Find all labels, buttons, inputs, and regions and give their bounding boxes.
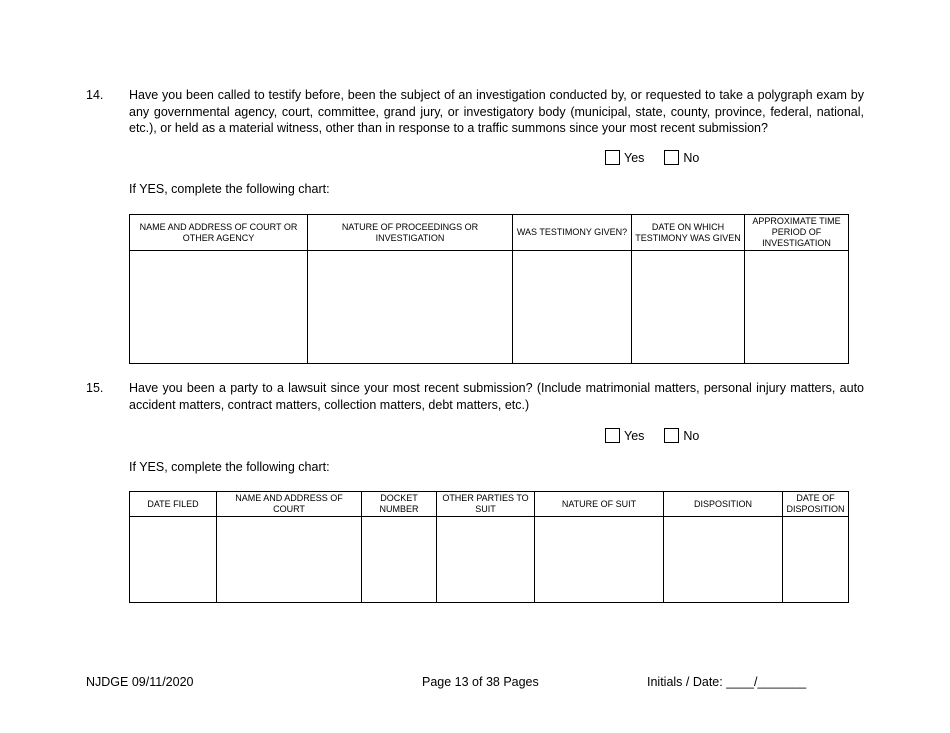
yes-option[interactable] xyxy=(605,428,644,443)
yes-checkbox[interactable] xyxy=(605,428,620,443)
no-checkbox[interactable] xyxy=(664,428,679,443)
no-option[interactable] xyxy=(664,150,699,165)
question-14-if-yes: If YES, complete the following chart: xyxy=(129,182,330,196)
question-15-if-yes: If YES, complete the following chart: xyxy=(129,460,330,474)
table-cell[interactable] xyxy=(130,517,217,603)
page-number: Page 13 of 38 Pages xyxy=(422,675,539,689)
table-cell[interactable] xyxy=(535,517,664,603)
yes-checkbox[interactable] xyxy=(605,150,620,165)
yes-label: Yes xyxy=(624,150,645,165)
table-cell[interactable] xyxy=(783,517,849,603)
no-label: No xyxy=(683,428,700,443)
column-header: NAME AND ADDRESS OF COURT xyxy=(217,492,362,517)
form-id: NJDGE 09/11/2020 xyxy=(86,675,194,689)
column-header: DOCKET NUMBER xyxy=(362,492,437,517)
column-header: DATE ON WHICH TESTIMONY WAS GIVEN xyxy=(632,215,745,251)
question-14-text: Have you been called to testify before, been the subject of an investigation conducted by, or requested to take a polygraph exam by any governmental agency, court, committee, grand jury, or investigatory body (municipal, state, county, province, federal, national, etc.), or held as a material witness, other than in response to a traffic summons since your most recent submission? xyxy=(129,88,864,135)
yes-option[interactable] xyxy=(605,150,644,165)
question-14-chart xyxy=(129,214,849,364)
no-label: No xyxy=(683,150,700,165)
table-cell[interactable] xyxy=(632,251,745,364)
column-header: DATE FILED xyxy=(130,492,217,517)
table-cell[interactable] xyxy=(745,251,849,364)
table-cell[interactable] xyxy=(362,517,437,603)
table-cell[interactable] xyxy=(513,251,632,364)
table-cell[interactable] xyxy=(308,251,513,364)
column-header: WAS TESTIMONY GIVEN? xyxy=(513,215,632,251)
column-header: OTHER PARTIES TO SUIT xyxy=(437,492,535,517)
column-header: APPROXIMATE TIME PERIOD OF INVESTIGATION xyxy=(745,215,849,251)
column-header: DISPOSITION xyxy=(664,492,783,517)
table-cell[interactable] xyxy=(217,517,362,603)
question-15-answer xyxy=(605,428,719,443)
question-15-chart xyxy=(129,491,849,603)
column-header: DATE OF DISPOSITION xyxy=(783,492,849,517)
question-15-number: 15. xyxy=(86,381,104,395)
no-checkbox[interactable] xyxy=(664,150,679,165)
table-cell[interactable] xyxy=(130,251,308,364)
question-14-number: 14. xyxy=(86,88,104,102)
column-header: NATURE OF PROCEEDINGS OR INVESTIGATION xyxy=(308,215,513,251)
question-15-text: Have you been a party to a lawsuit since your most recent submission? (Include matrimonial matters, personal injury matters, auto accident matters, contract matters, collection matters, debt matters, etc.) xyxy=(129,381,864,412)
table-row xyxy=(130,517,849,603)
table-cell[interactable] xyxy=(664,517,783,603)
initials-date[interactable]: Initials / Date: ____/_______ xyxy=(647,675,807,689)
column-header: NAME AND ADDRESS OF COURT OR OTHER AGENCY xyxy=(130,215,308,251)
no-option[interactable] xyxy=(664,428,699,443)
column-header: NATURE OF SUIT xyxy=(535,492,664,517)
yes-label: Yes xyxy=(624,428,645,443)
question-14-answer xyxy=(605,150,719,165)
table-cell[interactable] xyxy=(437,517,535,603)
table-row xyxy=(130,251,849,364)
